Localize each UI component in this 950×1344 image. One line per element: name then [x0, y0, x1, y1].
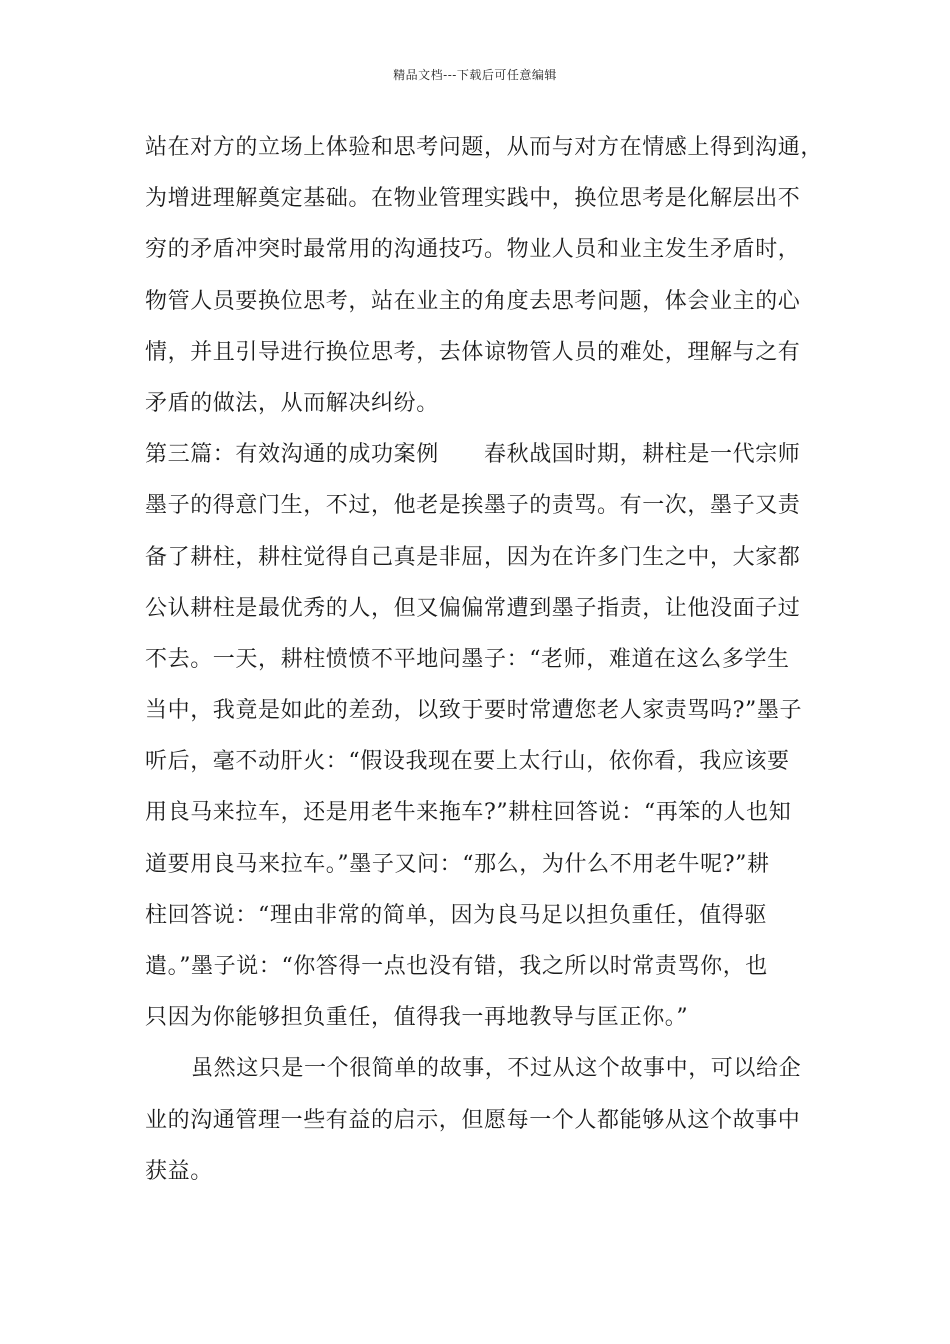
text-line: 备了耕柱，耕柱觉得自己真是非屈，因为在许多门生之中，大家都: [145, 544, 801, 570]
text-line: 柱回答说：“理由非常的简单，因为良马足以担负重任，值得驱: [145, 902, 768, 928]
text-line: 听后，毫不动肝火：“假设我现在要上太行山，依你看，我应该要: [145, 749, 790, 775]
text-line: 穷的矛盾冲突时最常用的沟通技巧。物业人员和业主发生矛盾时，: [145, 237, 801, 263]
text-line: 情，并且引导进行换位思考，去体谅物管人员的难处，理解与之有: [145, 339, 801, 365]
text-line: 业的沟通管理一些有益的启示，但愿每一个人都能够从这个故事中: [145, 1107, 801, 1133]
text-line: 墨子的得意门生，不过，他老是挨墨子的责骂。有一次，墨子又责: [145, 493, 801, 519]
text-line: 物管人员要换位思考，站在业主的角度去思考问题，体会业主的心: [145, 288, 801, 314]
text-line: 遣。”墨子说：“你答得一点也没有错，我之所以时常责骂你，也: [145, 954, 768, 979]
text-line: 用良马来拉车，还是用老牛来拖车?”耕柱回答说：“再笨的人也知: [145, 800, 792, 826]
text-line: 站在对方的立场上体验和思考问题，从而与对方在情感上得到沟通，: [145, 135, 824, 160]
text-line: 矛盾的做法，从而解决纠纷。: [145, 390, 439, 416]
text-line: 只因为你能够担负重任，值得我一再地教导与匡正你。”: [145, 1005, 689, 1031]
text-line: 虽然这只是一个很简单的故事，不过从这个故事中，可以给企: [191, 1056, 802, 1082]
text-line: 不去。一天，耕柱愤愤不平地问墨子：“老师，难道在这么多学生: [145, 646, 790, 672]
section-heading-line: 第三篇：有效沟通的成功案例 春秋战国时期，耕柱是一代宗师: [145, 442, 801, 468]
text-line: 当中，我竟是如此的差劲，以致于要时常遭您老人家责骂吗?”墨子: [145, 698, 803, 724]
body-text: [145, 129, 824, 1204]
text-line: 道要用良马来拉车。”墨子又问：“那么，为什么不用老牛呢?”耕: [145, 851, 770, 877]
text-line: 获益。: [145, 1158, 213, 1184]
text-line: 为增进理解奠定基础。在物业管理实践中，换位思考是化解层出不: [145, 186, 801, 212]
page-header: 精品文档---下载后可任意编辑: [393, 68, 557, 82]
text-line: 公认耕柱是最优秀的人，但又偏偏常遭到墨子指责，让他没面子过: [145, 595, 801, 621]
